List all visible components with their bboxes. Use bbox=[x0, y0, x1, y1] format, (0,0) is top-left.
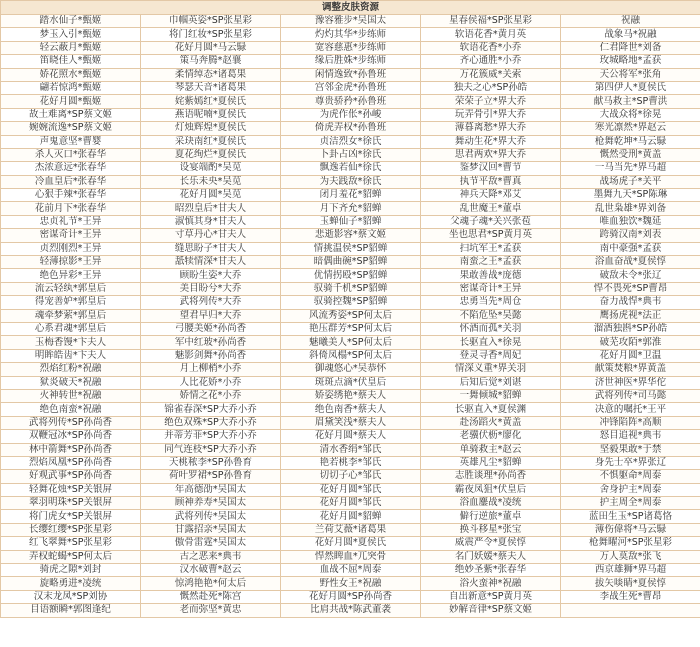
skin-cell: 威震严令*夏侯惇 bbox=[421, 537, 561, 550]
table-row bbox=[1, 497, 700, 510]
table-row bbox=[1, 282, 700, 295]
skin-cell: 花好月圆*邹氏 bbox=[281, 483, 421, 496]
skin-cell: 魂牵梦萦*郭皇后 bbox=[1, 309, 141, 322]
skin-cell: 李战生死*曹昂 bbox=[561, 590, 700, 603]
table-row bbox=[1, 403, 700, 416]
skin-cell: 比肩共战*陈武董袭 bbox=[281, 604, 421, 617]
skin-cell: 星春侯福*SP张星彩 bbox=[421, 15, 561, 28]
skin-cell: 巾帼英姿*SP张星彩 bbox=[141, 15, 281, 28]
skin-cell: 甘露招亲*吴国太 bbox=[141, 523, 281, 536]
skin-cell: 一舞倾城*貂蝉 bbox=[421, 389, 561, 402]
skin-cell: 长缨红缨*SP张星彩 bbox=[1, 523, 141, 536]
skin-cell: 战场虎子*关平 bbox=[561, 175, 700, 188]
skin-cell: 奋力战悍*典韦 bbox=[561, 296, 700, 309]
skin-cell: 为夫践敌*徐氏 bbox=[281, 175, 421, 188]
skin-cell: 花好月圆*SP孙尚香 bbox=[281, 590, 421, 603]
skin-cell: 薄暮离愁*界大乔 bbox=[421, 122, 561, 135]
skin-cell: 南蛮之王*孟获 bbox=[421, 256, 561, 269]
skin-cell: 登灵寻香*周妃 bbox=[421, 349, 561, 362]
table-row bbox=[1, 349, 700, 362]
skin-cell: 翩若惊鸿*甄姬 bbox=[1, 81, 141, 94]
skin-cell: 不陷危坠*吴懿 bbox=[421, 309, 561, 322]
skin-cell: 暗偶曲碗*SP貂蝉 bbox=[281, 256, 421, 269]
skin-cell: 冲锋陷阵*高顺 bbox=[561, 416, 700, 429]
skin-cell: 花好月圆*马云騄 bbox=[141, 41, 281, 54]
skin-cell: 艳压群芳*SP何太后 bbox=[281, 322, 421, 335]
skin-cell: 怀酒而孤*关羽 bbox=[421, 322, 561, 335]
skin-cell: 唯血独饮*魏延 bbox=[561, 215, 700, 228]
skin-cell: 灯烛辉煌*夏侯氏 bbox=[141, 122, 281, 135]
table-row bbox=[1, 148, 700, 161]
skin-cell: 玉蝉仙子*貂蝉 bbox=[281, 215, 421, 228]
table-row bbox=[1, 309, 700, 322]
skin-cell: 西京雄狮*界马超 bbox=[561, 564, 700, 577]
skin-cell: 姹紫嫣红*夏侯氏 bbox=[141, 95, 281, 108]
skin-cell: 军中红玻*孙尚香 bbox=[141, 336, 281, 349]
skin-cell: 密谋奇计*王异 bbox=[1, 229, 141, 242]
skin-cell: 跨骑汉南*刘表 bbox=[561, 229, 700, 242]
skin-cell: 双鞭冠冰*SP孙尚香 bbox=[1, 430, 141, 443]
skin-cell: 林中箭舞*SP孙尚香 bbox=[1, 443, 141, 456]
skin-cell: 妙解音律*SP蔡文姬 bbox=[421, 604, 561, 617]
skin-cell: 顾神养寿*吴国太 bbox=[141, 497, 281, 510]
skin-cell: 蓝田生玉*SP诸葛恪 bbox=[561, 510, 700, 523]
skin-cell: 鹰扬虎视*法正 bbox=[561, 309, 700, 322]
skin-cell: 古之恶来*典韦 bbox=[141, 550, 281, 563]
skin-cell: 血战不屈*周泰 bbox=[281, 564, 421, 577]
table-row bbox=[1, 550, 700, 563]
skin-cell: 好观武事*SP孙尚香 bbox=[1, 470, 141, 483]
skin-cell: 傲骨雷霆*吴国太 bbox=[141, 537, 281, 550]
skin-cell: 长驱直入*徐晃 bbox=[421, 336, 561, 349]
table-row bbox=[1, 81, 700, 94]
skin-cell: 执节平敌*曹真 bbox=[421, 175, 561, 188]
skin-cell: 月上柳梢*小乔 bbox=[141, 363, 281, 376]
skin-cell: 万人莫敌*张飞 bbox=[561, 550, 700, 563]
skin-cell: 火神转世*祝融 bbox=[1, 389, 141, 402]
skin-cell: 驭骑千机*SP貂蝉 bbox=[281, 282, 421, 295]
skin-cell: 墨舞九天*SP陈琳 bbox=[561, 189, 700, 202]
skin-cell: 南中豪强*孟获 bbox=[561, 242, 700, 255]
skin-cell: 杰浓意远*张春华 bbox=[1, 162, 141, 175]
skin-cell: 踏水仙子*甄姬 bbox=[1, 15, 141, 28]
skin-cell: 忠勇当先*周仓 bbox=[421, 296, 561, 309]
table-row bbox=[1, 189, 700, 202]
skin-cell: 斑斑点滴*伏皇后 bbox=[281, 376, 421, 389]
skin-cell: 贞洁烈女*徐氏 bbox=[281, 135, 421, 148]
skin-cell: 父魂子魂*关兴张苞 bbox=[421, 215, 561, 228]
skin-cell: 清水香绢*邹氏 bbox=[281, 443, 421, 456]
skin-cell: 同气连枝*SP大乔小乔 bbox=[141, 443, 281, 456]
skin-cell: 乱世魔王*董卓 bbox=[421, 202, 561, 215]
skin-cell: 长乐未央*吴苋 bbox=[141, 175, 281, 188]
skin-cell: 绝色双殊*SP大乔小乔 bbox=[141, 416, 281, 429]
skin-cell: 浴火蛮神*祝融 bbox=[421, 577, 561, 590]
skin-cell: 汉末龙凤*SP刘协 bbox=[1, 590, 141, 603]
skin-cell: 魅影剑舞*孙尚香 bbox=[141, 349, 281, 362]
skin-cell: 破芜攻陌*郭淮 bbox=[561, 336, 700, 349]
skin-cell: 艳若桃李*邹氏 bbox=[281, 456, 421, 469]
skin-cell: 绝色南蛮*祝融 bbox=[1, 403, 141, 416]
skin-cell: 花好月圆*夏侯氏 bbox=[281, 537, 421, 550]
skin-cell: 荣荣子立*界大乔 bbox=[421, 95, 561, 108]
skin-cell: 溜酒独斟*SP孙皓 bbox=[561, 322, 700, 335]
skin-cell: 神兵天降*邓艾 bbox=[421, 189, 561, 202]
skin-cell: 流云轻纨*郭皇后 bbox=[1, 282, 141, 295]
skin-cell: 舞动生花*界大乔 bbox=[421, 135, 561, 148]
table-row bbox=[1, 296, 700, 309]
skin-cell: 年高德劭*吴国太 bbox=[141, 483, 281, 496]
skin-cell: 翠羽明珠*SP关银屏 bbox=[1, 497, 141, 510]
table-row bbox=[1, 604, 700, 617]
skin-cell: 玉梅香馒*卞夫人 bbox=[1, 336, 141, 349]
skin-cell: 梦玉入引*甄姬 bbox=[1, 28, 141, 41]
skin-cell: 闭月羞花*貂蝉 bbox=[281, 189, 421, 202]
skin-cell: 枪舞曜河*SP张星彩 bbox=[561, 537, 700, 550]
skin-cell: 红飞翠舞*SP张星彩 bbox=[1, 537, 141, 550]
skin-cell: 玫城略地*孟获 bbox=[561, 55, 700, 68]
skin-cell: 设宴端酌*吴苋 bbox=[141, 162, 281, 175]
skin-cell: 舍身护主*周泰 bbox=[561, 483, 700, 496]
skin-cell: 换斗移星*张宝 bbox=[421, 523, 561, 536]
skin-cell: 将门虎女*SP关银屏 bbox=[1, 510, 141, 523]
table-row bbox=[1, 523, 700, 536]
skin-cell: 魅曦美人*SP何太后 bbox=[281, 336, 421, 349]
skin-cell: 斜倚凤榻*SP何太后 bbox=[281, 349, 421, 362]
skin-cell: 卜卦占凶*徐氏 bbox=[281, 148, 421, 161]
skin-cell: 惊鸿艳艳*何太后 bbox=[141, 577, 281, 590]
skin-cell: 娇姿绣艳*蔡夫人 bbox=[281, 389, 421, 402]
skin-cell: 花好月圆*貂蝉 bbox=[281, 510, 421, 523]
skin-cell: 心狠手辣*张春华 bbox=[1, 189, 141, 202]
skin-cell: 英雄凡尘*貂蝉 bbox=[421, 456, 561, 469]
skin-cell: 第四伊人*夏侯氏 bbox=[561, 81, 700, 94]
table-row bbox=[1, 55, 700, 68]
skin-cell: 汉水破曹*赵云 bbox=[141, 564, 281, 577]
table-row bbox=[1, 510, 700, 523]
skin-cell: 宽容慈惠*步练师 bbox=[281, 41, 421, 54]
skin-cell: 旋略勇进*凌统 bbox=[1, 577, 141, 590]
skin-cell: 破敌未令*张辽 bbox=[561, 269, 700, 282]
skin-cell: 弄权蛇蝎*SP何太后 bbox=[1, 550, 141, 563]
skin-cell: 身先士卒*界张辽 bbox=[561, 456, 700, 469]
skin-cell: 护主周全*周泰 bbox=[561, 497, 700, 510]
table-row bbox=[1, 564, 700, 577]
skin-cell: 杀人灭口*张春华 bbox=[1, 148, 141, 161]
skin-cell: 僻行逆旅*董卓 bbox=[421, 510, 561, 523]
skin-cell: 济世神医*界华佗 bbox=[561, 376, 700, 389]
skin-cell: 花好月圆*甄姬 bbox=[1, 95, 141, 108]
skin-cell: 后知后觉*刘谌 bbox=[421, 376, 561, 389]
skin-cell: 飘逸若仙*徐氏 bbox=[281, 162, 421, 175]
skin-cell: 轻薄掠影*王异 bbox=[1, 256, 141, 269]
skin-cell: 月下齐允*貂蝉 bbox=[281, 202, 421, 215]
skin-cell: 花好月圆*吴苋 bbox=[141, 189, 281, 202]
skin-cell: 夏花绚烂*夏侯氏 bbox=[141, 148, 281, 161]
table-row bbox=[1, 443, 700, 456]
skin-cell: 不惧躯命*周泰 bbox=[561, 470, 700, 483]
skin-cell: 弓腰美姬*孙尚香 bbox=[141, 322, 281, 335]
table-row bbox=[1, 416, 700, 429]
skin-cell: 昭烈皇后*甘夫人 bbox=[141, 202, 281, 215]
skin-cell: 仁君降世*刘备 bbox=[561, 41, 700, 54]
skin-cell: 浴血奋战*夏侯惇 bbox=[561, 256, 700, 269]
table-row bbox=[1, 41, 700, 54]
skin-cell: 野性女王*祝融 bbox=[281, 577, 421, 590]
skin-cell: 轻舞花烛*SP关银屏 bbox=[1, 483, 141, 496]
skin-cell: 缝思盼子*甘夫人 bbox=[141, 242, 281, 255]
table-row bbox=[1, 456, 700, 469]
table-row bbox=[1, 590, 700, 603]
skin-cell: 眉黛笑浅*蔡夫人 bbox=[281, 416, 421, 429]
skin-cell: 轻云蔽月*甄姬 bbox=[1, 41, 141, 54]
skin-cell: 为虎作伥*孙峻 bbox=[281, 108, 421, 121]
skin-cell: 万花簇威*关索 bbox=[421, 68, 561, 81]
skin-cell: 舐犊情深*甘夫人 bbox=[141, 256, 281, 269]
skin-cell: 独夫之心*SP孙皓 bbox=[421, 81, 561, 94]
skin-cell: 密谋奇计*王异 bbox=[421, 282, 561, 295]
skin-cell: 软语花香*小乔 bbox=[421, 41, 561, 54]
skin-cell: 琴瑟天音*诸葛果 bbox=[141, 81, 281, 94]
skin-cell: 决意的嘱托*王平 bbox=[561, 403, 700, 416]
skin-cell: 名门妖媛*蔡夫人 bbox=[421, 550, 561, 563]
table-row bbox=[1, 269, 700, 282]
skin-cell: 优情拐殴*SP貂蝉 bbox=[281, 269, 421, 282]
skin-cell: 寒光凛然*界赵云 bbox=[561, 122, 700, 135]
skin-cell: 将门红妆*SP张星彩 bbox=[141, 28, 281, 41]
skin-cell: 志胜谈理*孙尚香 bbox=[421, 470, 561, 483]
skin-cell: 声鬼意坚*曹婴 bbox=[1, 135, 141, 148]
skin-cell: 切切子心*邹氏 bbox=[281, 470, 421, 483]
skin-cell: 武将列传*吴国太 bbox=[141, 510, 281, 523]
skin-cell: 怒目追视*典韦 bbox=[561, 430, 700, 443]
skin-cell: 软语花香*黄月英 bbox=[421, 28, 561, 41]
table-row bbox=[1, 322, 700, 335]
skin-cell: 风流秀姿*SP何太后 bbox=[281, 309, 421, 322]
skin-cell: 天桃秾李*SP孙鲁育 bbox=[141, 456, 281, 469]
table-row bbox=[1, 229, 700, 242]
skin-cell: 扫坑军王*孟获 bbox=[421, 242, 561, 255]
table-row bbox=[1, 202, 700, 215]
skin-cell: 寸草丹心*甘夫人 bbox=[141, 229, 281, 242]
table-row bbox=[1, 108, 700, 121]
skin-cell: 人比花娇*小乔 bbox=[141, 376, 281, 389]
skin-cell: 坚毅果敢*于禁 bbox=[561, 443, 700, 456]
skin-cell: 御魂悠心*吴恭怀 bbox=[281, 363, 421, 376]
skin-cell: 齐心通胜*小乔 bbox=[421, 55, 561, 68]
skin-cell: 绝色南香*蔡夫人 bbox=[281, 403, 421, 416]
table-row bbox=[1, 537, 700, 550]
skin-cell: 老而弥坚*黄忠 bbox=[141, 604, 281, 617]
skin-cell: 烈焰凤凰*SP孙尚香 bbox=[1, 456, 141, 469]
skin-cell: 并蒂芳菲*SP大乔小乔 bbox=[141, 430, 281, 443]
skin-cell: 狱炎破天*祝融 bbox=[1, 376, 141, 389]
skin-cell: 祝融 bbox=[561, 15, 700, 28]
table-row bbox=[1, 363, 700, 376]
skin-cell: 得宠善妒*郭皇后 bbox=[1, 296, 141, 309]
skin-cell: 慨然赴死*陈宫 bbox=[141, 590, 281, 603]
table-row bbox=[1, 389, 700, 402]
skin-cell: 宫邻金虎*孙鲁班 bbox=[281, 81, 421, 94]
skin-cell: 武将列传*大乔 bbox=[141, 296, 281, 309]
skin-cell: 目语额瞬*郭图逢纪 bbox=[1, 604, 141, 617]
skin-cell: 锦雀春深*SP大乔小乔 bbox=[141, 403, 281, 416]
skin-cell: 拔矢啖睛*夏侯惇 bbox=[561, 577, 700, 590]
skin-cell: 绝妙圣紫*张春华 bbox=[421, 564, 561, 577]
skin-cell: 情挑温侯*SP貂蝉 bbox=[281, 242, 421, 255]
skin-cell: 绝色异彩*王异 bbox=[1, 269, 141, 282]
skin-cell: 果敢善战*庞德 bbox=[421, 269, 561, 282]
skin-cell: 情深义重*界关羽 bbox=[421, 363, 561, 376]
skin-cell: 天公将军*张角 bbox=[561, 68, 700, 81]
skin-cell: 骑虎之隙*刘封 bbox=[1, 564, 141, 577]
skin-cell: 花好月圆*卫温 bbox=[561, 349, 700, 362]
skin-cell: 玩弄骨引*界大乔 bbox=[421, 108, 561, 121]
skin-cell: 悍不畏死*SP曹昂 bbox=[561, 282, 700, 295]
skin-cell: 赴汤蹈火*黄盖 bbox=[421, 416, 561, 429]
skin-cell: 单骑救主*赵云 bbox=[421, 443, 561, 456]
skin-cell: 花好月圆*邹氏 bbox=[281, 497, 421, 510]
table-row bbox=[1, 122, 700, 135]
skin-cell: 花前月下*张春华 bbox=[1, 202, 141, 215]
skin-cell: 尊贵骄矜*孙鲁班 bbox=[281, 95, 421, 108]
skin-cell: 献马救主*SP曹洪 bbox=[561, 95, 700, 108]
table-row bbox=[1, 376, 700, 389]
table-row bbox=[1, 175, 700, 188]
skin-cell: 乱世枭雄*界刘备 bbox=[561, 202, 700, 215]
skin-cell: 自出新意*SP黄月英 bbox=[421, 590, 561, 603]
skin-cell: 淑慎其身*甘夫人 bbox=[141, 215, 281, 228]
skin-cell: 武将列传*SP孙尚香 bbox=[1, 416, 141, 429]
table-row bbox=[1, 483, 700, 496]
table-row bbox=[1, 162, 700, 175]
skin-cell: 闲情逸致*孙鲁班 bbox=[281, 68, 421, 81]
skin-cell: 兰荷艾薇*诸葛果 bbox=[281, 523, 421, 536]
skin-cell: 倚虎弄权*孙鲁班 bbox=[281, 122, 421, 135]
table-row bbox=[1, 577, 700, 590]
skin-cell: 老骥伏枥*廖化 bbox=[421, 430, 561, 443]
skin-cell: 故土难离*SP蔡文姬 bbox=[1, 108, 141, 121]
table-row bbox=[1, 215, 700, 228]
skin-cell bbox=[561, 604, 700, 617]
skin-cell: 采玦南红*夏侯氏 bbox=[141, 135, 281, 148]
skin-cell: 一马当先*界马超 bbox=[561, 162, 700, 175]
table-row bbox=[1, 95, 700, 108]
skin-cell: 悍然睥血*兀突骨 bbox=[281, 550, 421, 563]
table-row bbox=[1, 242, 700, 255]
skin-cell: 驭骑控魏*SP貂蝉 bbox=[281, 296, 421, 309]
table-row bbox=[1, 470, 700, 483]
skin-cell: 大战众将*徐晃 bbox=[561, 108, 700, 121]
skin-cell: 顾盼生姿*大乔 bbox=[141, 269, 281, 282]
table-row bbox=[1, 135, 700, 148]
table-title: 调整皮肤资源 bbox=[1, 1, 700, 15]
table-row bbox=[1, 28, 700, 41]
table-row bbox=[1, 68, 700, 81]
skin-cell: 美目盼兮*大乔 bbox=[141, 282, 281, 295]
table-row bbox=[1, 15, 700, 28]
skin-cell: 浴血鏖战*凌统 bbox=[421, 497, 561, 510]
skin-cell: 燕语呢喃*夏侯氏 bbox=[141, 108, 281, 121]
skin-cell: 心系君魂*郭皇后 bbox=[1, 322, 141, 335]
skin-cell: 长驱直入*夏侯渊 bbox=[421, 403, 561, 416]
table-title-row bbox=[1, 1, 700, 15]
skin-cell: 明眸皓齿*卞夫人 bbox=[1, 349, 141, 362]
skin-cell: 悲逝影容*蔡文姬 bbox=[281, 229, 421, 242]
skin-cell: 薄伤偉将*马云騄 bbox=[561, 523, 700, 536]
table-row bbox=[1, 256, 700, 269]
table-row bbox=[1, 430, 700, 443]
skin-cell: 烈焰红粉*祝融 bbox=[1, 363, 141, 376]
skin-cell: 坐也思君*SP黄月英 bbox=[421, 229, 561, 242]
skin-cell: 贞烈刚烈*王异 bbox=[1, 242, 141, 255]
skin-cell: 望君早归*大乔 bbox=[141, 309, 281, 322]
skin-cell: 鉴梦汉回*曹节 bbox=[421, 162, 561, 175]
skin-cell: 霸夜凤狙*伏皇后 bbox=[421, 483, 561, 496]
skin-cell: 策马奔腾*赵襄 bbox=[141, 55, 281, 68]
skin-cell: 慨然受刑*黄盖 bbox=[561, 148, 700, 161]
skin-cell: 枪舞乾坤*马云騄 bbox=[561, 135, 700, 148]
skin-cell: 忠贞礼节*王异 bbox=[1, 215, 141, 228]
skin-cell: 献策焚粮*界黄盖 bbox=[561, 363, 700, 376]
skin-cell: 娇情之花*小乔 bbox=[141, 389, 281, 402]
skin-cell: 荷叶罗裙*SP孙鲁育 bbox=[141, 470, 281, 483]
skin-cell: 冷血皇后*张春华 bbox=[1, 175, 141, 188]
table-row bbox=[1, 336, 700, 349]
skin-cell: 娇花照水*甄姬 bbox=[1, 68, 141, 81]
skin-cell: 花好月圆*蔡夫人 bbox=[281, 430, 421, 443]
skin-cell: 灼灼其华*步练师 bbox=[281, 28, 421, 41]
skin-cell: 武将列传*司马懿 bbox=[561, 389, 700, 402]
skin-cell: 笛晓佳人*甄姬 bbox=[1, 55, 141, 68]
skin-cell: 柔情绰态*诸葛果 bbox=[141, 68, 281, 81]
skin-cell: 婉婉流逸*SP蔡文姬 bbox=[1, 122, 141, 135]
skin-cell: 豫容雅步*吴国太 bbox=[281, 15, 421, 28]
skin-cell: 战象马*祝融 bbox=[561, 28, 700, 41]
skin-cell: 思君两欢*界大乔 bbox=[421, 148, 561, 161]
skin-cell: 缘后胜姝*步练师 bbox=[281, 55, 421, 68]
